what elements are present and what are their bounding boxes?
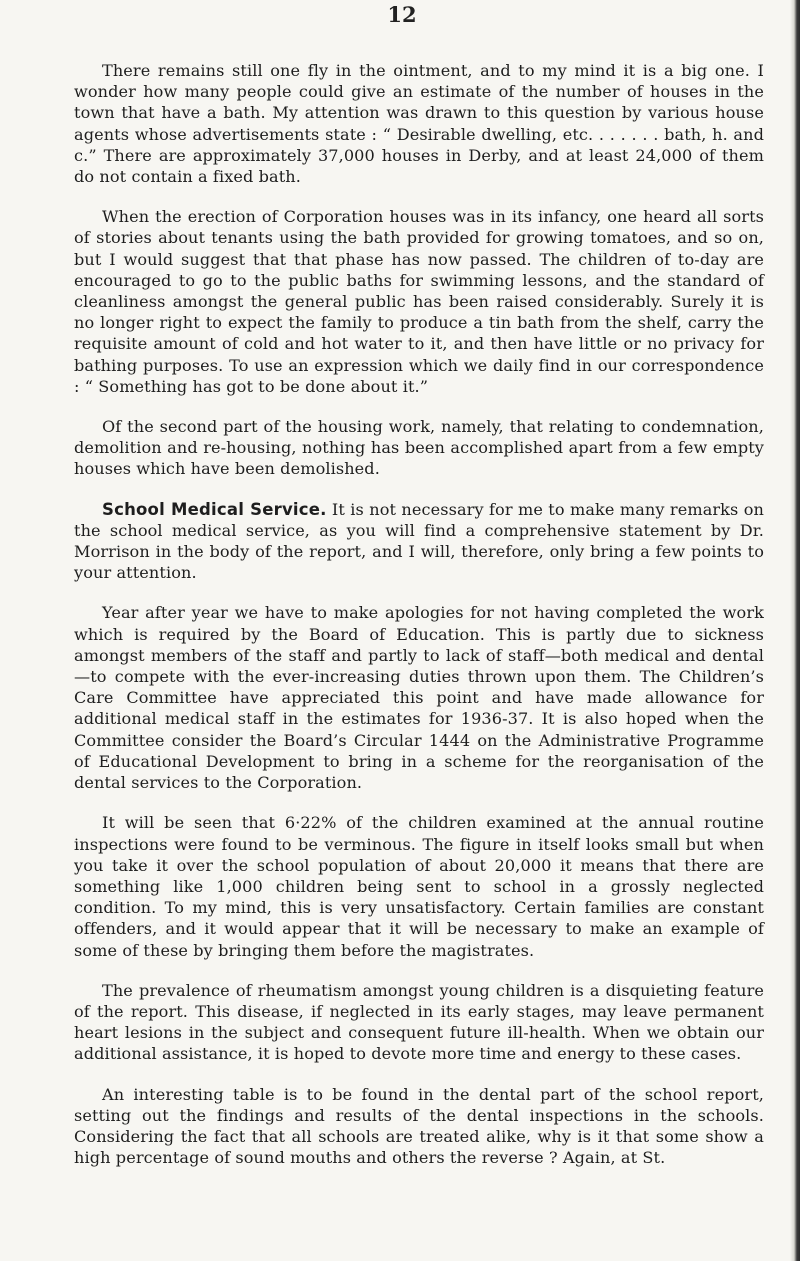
paragraph-apologies: Year after year we have to make apologies for not having completed the work which is required by the Board of Education. This is partly due to sickness amongst members of the staff and partly to lack of staff—both medical and dental—to compete with the ever-increasing duties thrown upon them. The Children’s Care Committee have appreciated this point and have made allowance for additional medical staff in the estimates for 1936-37. It is also hoped when the Committee consider the Board’s Circular 1444 on the Administrative Programme of Educational Development to bring in a scheme for the reorganisation of the dental services to the Corporation. bbox=[74, 603, 764, 793]
paragraph-corporation-houses: When the erection of Corporation houses was in its infancy, one heard all sorts of stories about tenants using the bath provided for growing tomatoes, and so on, but I would suggest that that phase has now passed. The children of to-day are encouraged to go to the public baths for swimming lessons, and the standard of cleanliness amongst the general public has been raised considerably. Surely it is no longer right to expect the family to produce a tin bath from the shelf, carry the requisite amount of cold and hot water to it, and then have little or no privacy for bathing purposes. To use an expression which we daily find in our correspondence : “ Something has got to be done about it.” bbox=[74, 207, 764, 396]
page-edge-shadow bbox=[790, 0, 800, 1261]
paragraph-condemnation: Of the second part of the housing work, namely, that relating to condemnation, demolition and re-housing, nothing has been accomplished apart from a few empty houses which have been demolished. bbox=[74, 417, 764, 479]
page-body bbox=[74, 60, 764, 1187]
paragraph-school-medical-service bbox=[74, 499, 764, 584]
paragraph-rheumatism: The prevalence of rheumatism amongst young children is a disquieting feature of the report. This disease, if neglected in its early stages, may leave permanent heart lesions in the subject and consequent future ill-health. When we obtain our additional assistance, it is hoped to devote more time and energy to these cases. bbox=[74, 980, 764, 1064]
page-number: 12 bbox=[387, 2, 417, 27]
paragraph-verminous: It will be seen that 6·22% of the children examined at the annual routine inspections were found to be verminous. The figure in itself looks small but when you take it over the school population of about 20,000 it means that there are something like 1,000 children being sent to school in a grossly neglected condition. To my mind, this is very unsatisfactory. Certain families are constant offenders, and it would appear that it will be necessary to make an example of some of these by bringing them before the magistrates. bbox=[74, 813, 764, 960]
paragraph-baths: There remains still one fly in the ointment, and to my mind it is a big one. I wonder how many people could give an estimate of the number of houses in the town that have a bath. My attention was drawn to this question by various house agents whose advertisements state : “ Desirable dwelling, etc. . . . . . . bath, h. and c.” There are approximately 37,000 houses in Derby, and at least 24,000 of them do not contain a fixed bath. bbox=[74, 61, 764, 187]
section-heading: School Medical Service. bbox=[102, 499, 327, 519]
paragraph-text: It is not necessary for me to make many remarks on the school medical service, as you will find a comprehensive statement by Dr. Morrison in the body of the report, and I will, therefore, only bring a few points to your attention. bbox=[74, 499, 764, 583]
paragraph-dental-table: An interesting table is to be found in the dental part of the school report, setting out the findings and results of the dental inspections in the schools. Considering the fact that all schools are treated alike, why is it that some show a high percentage of sound mouths and others the reverse ? Again, at St. bbox=[74, 1084, 764, 1168]
